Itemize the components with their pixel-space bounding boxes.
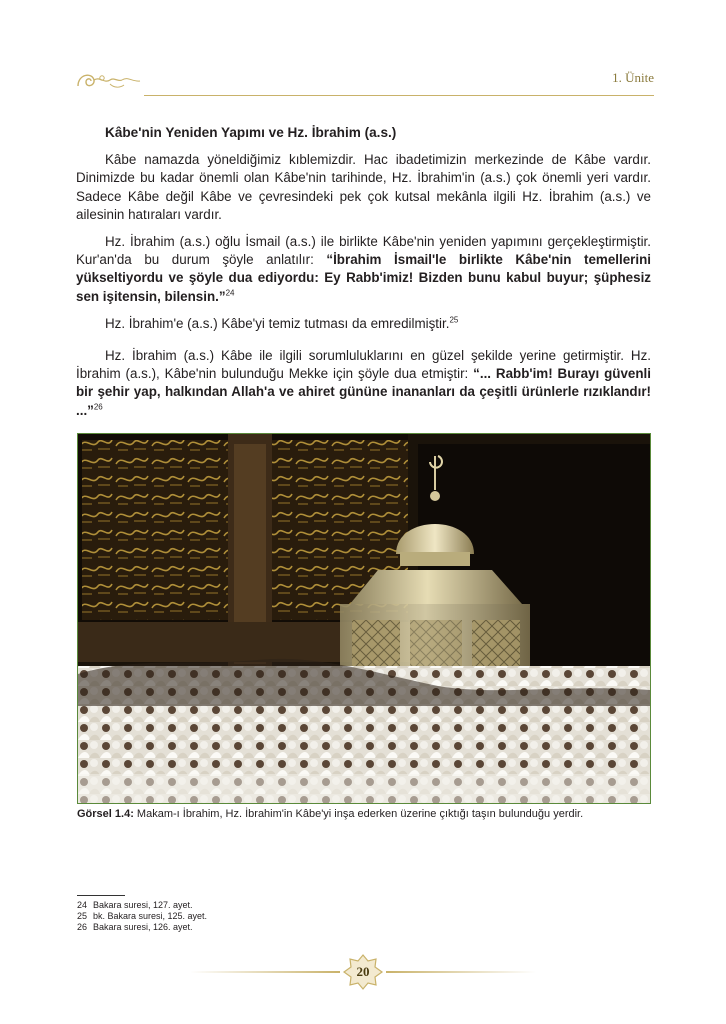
- paragraph-3: [76, 315, 651, 333]
- floral-ornament-icon: [74, 66, 146, 94]
- footnote-item: 24 Bakara suresi, 127. ayet.: [77, 900, 193, 910]
- footnote-item: 25 bk. Bakara suresi, 125. ayet.: [77, 911, 208, 921]
- paragraph-4: [76, 347, 651, 420]
- paragraph-2-text: Hz. İbrahim (a.s.) oğlu İsmail (a.s.) ile birlikte Kâbe'nin yeniden yapımını gerçekleştirmiştir. Kur'an'da bu durum şöyle anlatılır:: [76, 234, 651, 268]
- paragraph-2: [76, 233, 651, 306]
- footnote-ref-25: 25: [449, 315, 459, 325]
- unit-label: 1. Ünite: [612, 70, 654, 85]
- figure-label: Görsel 1.4:: [77, 808, 134, 820]
- footnote-ref-24: 24: [225, 288, 235, 298]
- figure-caption: [77, 808, 657, 820]
- page-number-bar: [190, 953, 536, 991]
- header-rule: [144, 95, 654, 96]
- figure-caption-text: Makam-ı İbrahim, Hz. İbrahim'in Kâbe'yi inşa ederken üzerine çıktığı taşın bulunduğu yerdir.: [136, 808, 584, 820]
- page-number: 20: [356, 964, 370, 979]
- paragraph-4-quote: “... Rabb'im! Burayı güvenli bir şehir yap, halkından Allah'a ve ahiret gününe inananları da çeşitli ürünlerle rızıklandır! ...”: [76, 366, 651, 418]
- kaaba-photo: [77, 433, 651, 804]
- footnote-rule: [77, 895, 125, 896]
- main-content: [76, 124, 651, 429]
- paragraph-1: Kâbe namazda yöneldiğimiz kıblemizdir. Hac ibadetimizin merkezinde de Kâbe vardır. Dinimizde bu kadar önemli olan Kâbe'nin tarihinde, Hz. İbrahim'in (a.s.) çok önemli yeri vardır. Sadece Kâbe değil Kâbe ve çevresindeki pek çok kutsal mekânla ilgili Hz. İbrahim (a.s.) ve ailesinin hatıraları vardır.: [76, 152, 651, 222]
- maqam-ibrahim-illustration: [78, 434, 650, 803]
- paragraph-4-text: Hz. İbrahim (a.s.) Kâbe ile ilgili sorumluluklarını en güzel şekilde yerine getirmiştir. Hz. İbrahim (a.s.), Kâbe'nin bulunduğu Mekke için şöyle dua etmiştir:: [76, 348, 651, 382]
- paragraph-3-text: Hz. İbrahim'e (a.s.) Kâbe'yi temiz tutması da emredilmiştir.: [105, 315, 450, 331]
- footnote-item: 26 Bakara suresi, 126. ayet.: [77, 922, 193, 932]
- paragraph-2-quote: “İbrahim İsmail'le birlikte Kâbe'nin temellerini yükseltiyordu ve şöyle dua ediyordu: Ey Rabb'imiz! Bizden bunu kabul buyur; şüphesiz sen işitensin, bilensin.”: [76, 252, 651, 304]
- footnotes: [77, 900, 207, 933]
- section-title: Kâbe'nin Yeniden Yapımı ve Hz. İbrahim (a.s.): [105, 125, 397, 140]
- footnote-ref-26: 26: [93, 402, 103, 412]
- page-header: [74, 62, 654, 98]
